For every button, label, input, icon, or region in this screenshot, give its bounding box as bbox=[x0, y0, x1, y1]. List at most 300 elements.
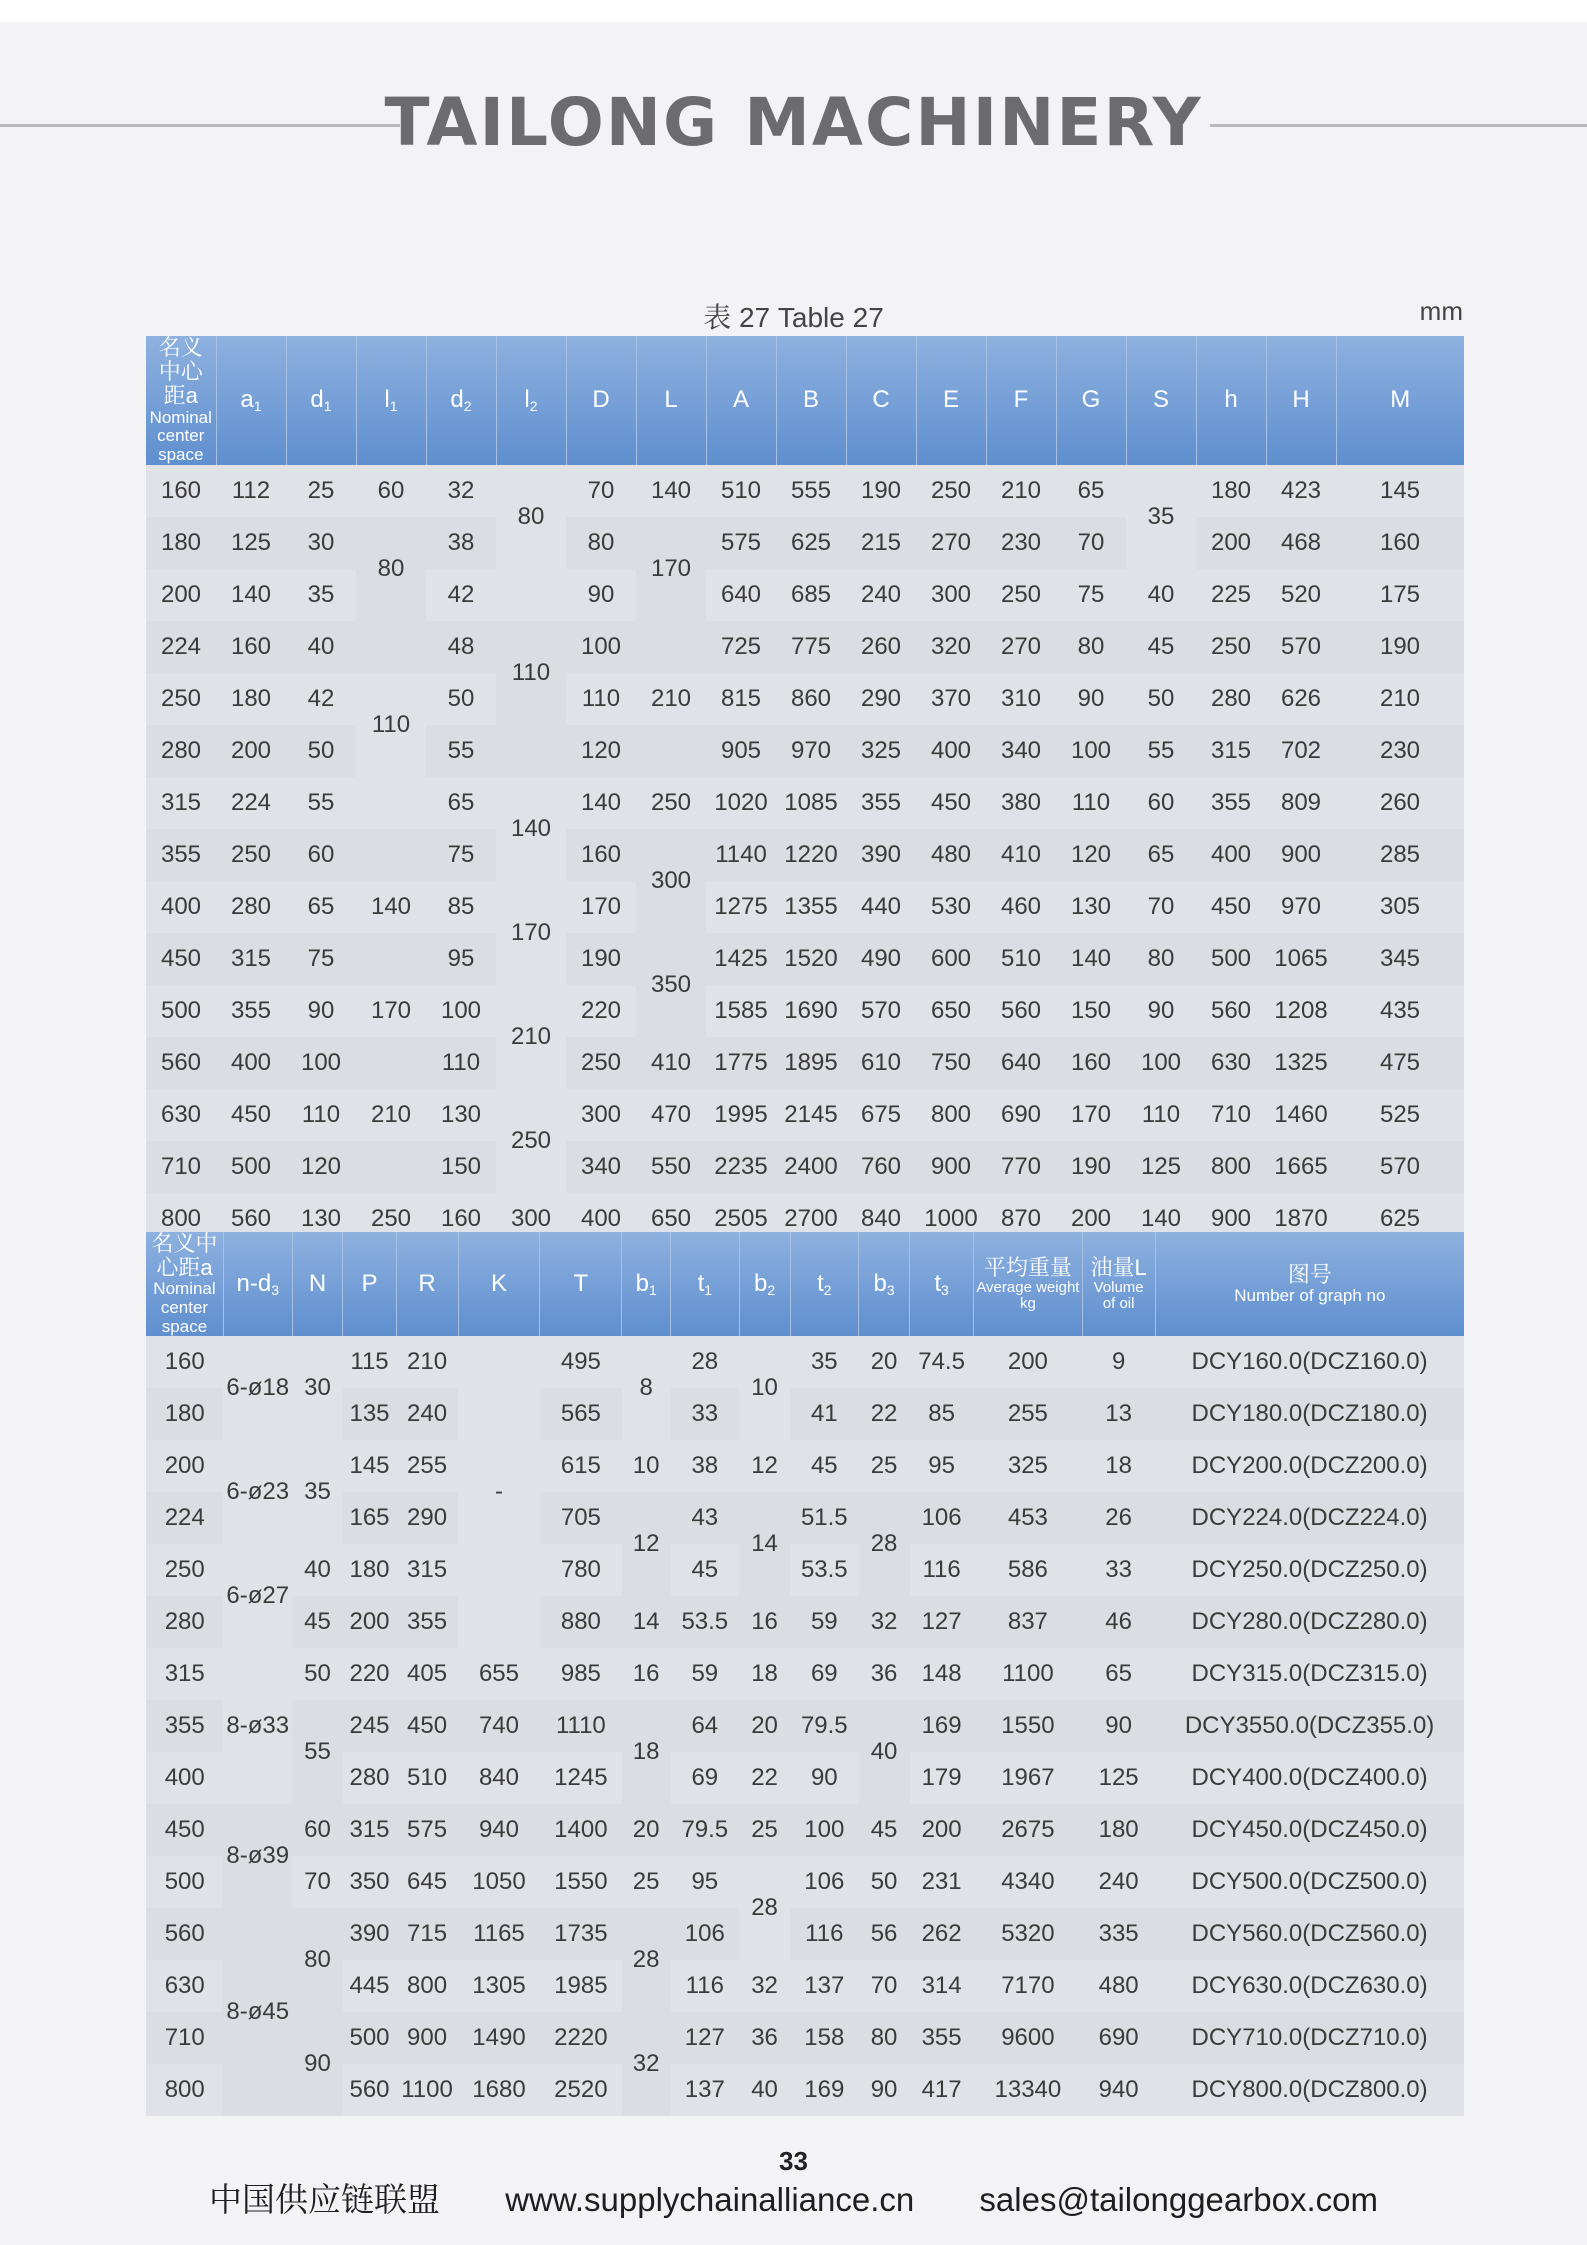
cell: 400 bbox=[1196, 829, 1266, 881]
cell: 400 bbox=[146, 881, 216, 933]
cell: 180 bbox=[1082, 1804, 1155, 1856]
cell: 80 bbox=[1056, 621, 1126, 673]
cell: 355 bbox=[146, 1700, 223, 1752]
cell: 650 bbox=[636, 1193, 706, 1245]
cell: 20 bbox=[739, 1700, 790, 1752]
cell: 905 bbox=[706, 725, 776, 777]
cell: 70 bbox=[1126, 881, 1196, 933]
cell: 500 bbox=[146, 985, 216, 1037]
cell: 260 bbox=[1336, 777, 1464, 829]
cell: 56 bbox=[859, 1908, 910, 1960]
cell: 16 bbox=[622, 1648, 671, 1700]
cell: 65 bbox=[286, 881, 356, 933]
cell: 215 bbox=[846, 517, 916, 569]
cell: 22 bbox=[859, 1388, 910, 1440]
cell: 10 bbox=[622, 1440, 671, 1492]
cell: 630 bbox=[146, 1089, 216, 1141]
cell: 285 bbox=[1336, 829, 1464, 881]
cell: 815 bbox=[706, 673, 776, 725]
table-row bbox=[146, 1960, 1464, 2012]
cell: 90 bbox=[790, 1752, 859, 1804]
cell bbox=[356, 933, 426, 985]
cell: 245 bbox=[343, 1700, 396, 1752]
cell: 6-ø23 bbox=[223, 1440, 292, 1544]
cell: 1490 bbox=[458, 2012, 540, 2064]
cell: 130 bbox=[286, 1193, 356, 1245]
cell: 860 bbox=[776, 673, 846, 725]
mounting-table-wrap bbox=[146, 1232, 1464, 2116]
cell: 137 bbox=[671, 2064, 740, 2116]
cell: 4340 bbox=[974, 1856, 1082, 1908]
cell: 40 bbox=[286, 621, 356, 673]
cell: 575 bbox=[706, 517, 776, 569]
cell: 140 bbox=[1056, 933, 1126, 985]
cell: 560 bbox=[1196, 985, 1266, 1037]
cell: 1275 bbox=[706, 881, 776, 933]
cell: 705 bbox=[540, 1492, 622, 1544]
header-N: N bbox=[292, 1232, 343, 1336]
table-row bbox=[146, 1141, 1464, 1193]
header-R: R bbox=[396, 1232, 458, 1336]
cell: 90 bbox=[286, 985, 356, 1037]
cell: 410 bbox=[986, 829, 1056, 881]
cell: 500 bbox=[343, 2012, 396, 2064]
cell: 1305 bbox=[458, 1960, 540, 2012]
cell: 970 bbox=[1266, 881, 1336, 933]
cell: - bbox=[458, 1336, 540, 1648]
cell: 250 bbox=[216, 829, 286, 881]
cell: 65 bbox=[1126, 829, 1196, 881]
cell: 1325 bbox=[1266, 1037, 1336, 1089]
cell: 110 bbox=[1126, 1089, 1196, 1141]
cell: 25 bbox=[622, 1856, 671, 1908]
cell: 70 bbox=[1056, 517, 1126, 569]
cell: 32 bbox=[426, 465, 496, 517]
cell: 940 bbox=[458, 1804, 540, 1856]
cell: 160 bbox=[1056, 1037, 1126, 1089]
cell: 110 bbox=[1056, 777, 1126, 829]
header-P: P bbox=[343, 1232, 396, 1336]
cell: 240 bbox=[846, 569, 916, 621]
cell: 53.5 bbox=[671, 1596, 740, 1648]
cell: 32 bbox=[622, 2012, 671, 2116]
cell: 1665 bbox=[1266, 1141, 1336, 1193]
cell: 355 bbox=[396, 1596, 458, 1648]
cell: 2505 bbox=[706, 1193, 776, 1245]
cell: 200 bbox=[343, 1596, 396, 1648]
cell: 140 bbox=[636, 465, 706, 517]
cell: 150 bbox=[426, 1141, 496, 1193]
header-E: E bbox=[916, 336, 986, 465]
cell: 169 bbox=[790, 2064, 859, 2116]
cell bbox=[356, 621, 426, 673]
cell: 200 bbox=[1056, 1193, 1126, 1245]
table-row bbox=[146, 725, 1464, 777]
cell: 100 bbox=[790, 1804, 859, 1856]
cell: 315 bbox=[216, 933, 286, 985]
cell: DCY315.0(DCZ315.0) bbox=[1155, 1648, 1464, 1700]
footer-website[interactable]: www.supplychainalliance.cn bbox=[505, 2181, 915, 2218]
table-row bbox=[146, 1089, 1464, 1141]
table-row bbox=[146, 1492, 1464, 1544]
cell: 560 bbox=[216, 1193, 286, 1245]
cell: 26 bbox=[1082, 1492, 1155, 1544]
cell: 417 bbox=[910, 2064, 974, 2116]
cell: 1140 bbox=[706, 829, 776, 881]
cell bbox=[356, 777, 426, 829]
cell: 69 bbox=[790, 1648, 859, 1700]
cell: 1425 bbox=[706, 933, 776, 985]
cell: 28 bbox=[671, 1336, 740, 1388]
cell: 940 bbox=[1082, 2064, 1155, 2116]
footer-company: 中国供应链联盟 bbox=[209, 2181, 441, 2218]
header-A: A bbox=[706, 336, 776, 465]
cell: 35 bbox=[790, 1336, 859, 1388]
cell: 35 bbox=[1126, 465, 1196, 569]
cell: 615 bbox=[540, 1440, 622, 1492]
cell: DCY250.0(DCZ250.0) bbox=[1155, 1544, 1464, 1596]
cell: 32 bbox=[739, 1960, 790, 2012]
cell: 210 bbox=[396, 1336, 458, 1388]
table-row bbox=[146, 517, 1464, 569]
cell: 6-ø18 bbox=[223, 1336, 292, 1440]
cell: 225 bbox=[1196, 569, 1266, 621]
cell: 106 bbox=[790, 1856, 859, 1908]
cell: 9 bbox=[1082, 1336, 1155, 1388]
cell: 1995 bbox=[706, 1089, 776, 1141]
header-C: C bbox=[846, 336, 916, 465]
cell: 300 bbox=[496, 1193, 566, 1245]
cell: 1050 bbox=[458, 1856, 540, 1908]
cell: 1870 bbox=[1266, 1193, 1336, 1245]
cell: 90 bbox=[1126, 985, 1196, 1037]
cell: 130 bbox=[1056, 881, 1126, 933]
cell: 495 bbox=[540, 1336, 622, 1388]
cell: 125 bbox=[216, 517, 286, 569]
cell: 250 bbox=[146, 1544, 223, 1596]
cell: 80 bbox=[566, 517, 636, 569]
cell: 775 bbox=[776, 621, 846, 673]
cell: 740 bbox=[458, 1700, 540, 1752]
cell: 445 bbox=[343, 1960, 396, 2012]
cell: 840 bbox=[846, 1193, 916, 1245]
cell: 120 bbox=[566, 725, 636, 777]
unit-label: mm bbox=[1419, 296, 1463, 326]
cell: 1355 bbox=[776, 881, 846, 933]
cell: 423 bbox=[1266, 465, 1336, 517]
cell: 345 bbox=[1336, 933, 1464, 985]
cell: 2520 bbox=[540, 2064, 622, 2116]
cell: 45 bbox=[790, 1440, 859, 1492]
header-l1: $l_1$ bbox=[356, 336, 426, 465]
cell: 1680 bbox=[458, 2064, 540, 2116]
header-D: D bbox=[566, 336, 636, 465]
cell: 210 bbox=[636, 673, 706, 725]
cell: 2235 bbox=[706, 1141, 776, 1193]
page-number: 33 bbox=[779, 2146, 808, 2176]
cell: 160 bbox=[566, 829, 636, 881]
cell: 179 bbox=[910, 1752, 974, 1804]
cell: 1460 bbox=[1266, 1089, 1336, 1141]
header-average-weight: 平均重量 Average weight kg bbox=[974, 1232, 1082, 1336]
cell: 9600 bbox=[974, 2012, 1082, 2064]
cell: DCY450.0(DCZ450.0) bbox=[1155, 1804, 1464, 1856]
cell: 200 bbox=[1196, 517, 1266, 569]
cell: 500 bbox=[146, 1856, 223, 1908]
table-row bbox=[146, 777, 1464, 829]
cell: 900 bbox=[916, 1141, 986, 1193]
cell: 50 bbox=[426, 673, 496, 725]
footer-email[interactable]: sales@tailonggearbox.com bbox=[979, 2181, 1378, 2218]
cell: 650 bbox=[916, 985, 986, 1037]
cell: 1735 bbox=[540, 1908, 622, 1960]
cell: 41 bbox=[790, 1388, 859, 1440]
header-L: L bbox=[636, 336, 706, 465]
cell: 450 bbox=[396, 1700, 458, 1752]
cell: 400 bbox=[146, 1752, 223, 1804]
cell: 560 bbox=[343, 2064, 396, 2116]
cell: 300 bbox=[636, 829, 706, 933]
cell: 2400 bbox=[776, 1141, 846, 1193]
cell: 2675 bbox=[974, 1804, 1082, 1856]
brand-title: TAILONG MACHINERY bbox=[384, 84, 1203, 161]
cell: 600 bbox=[916, 933, 986, 985]
cell: 40 bbox=[859, 1700, 910, 1804]
cell: 13 bbox=[1082, 1388, 1155, 1440]
cell: 160 bbox=[216, 621, 286, 673]
cell: 750 bbox=[916, 1037, 986, 1089]
cell: 780 bbox=[540, 1544, 622, 1596]
cell: 160 bbox=[146, 465, 216, 517]
cell: 170 bbox=[496, 881, 566, 985]
cell: 1775 bbox=[706, 1037, 776, 1089]
cell: 200 bbox=[216, 725, 286, 777]
cell: 340 bbox=[566, 1141, 636, 1193]
cell: 1585 bbox=[706, 985, 776, 1037]
cell: 64 bbox=[671, 1700, 740, 1752]
cell: 231 bbox=[910, 1856, 974, 1908]
cell: 690 bbox=[1082, 2012, 1155, 2064]
header-l2: $l_2$ bbox=[496, 336, 566, 465]
cell: 60 bbox=[1126, 777, 1196, 829]
cell: 38 bbox=[671, 1440, 740, 1492]
cell: 840 bbox=[458, 1752, 540, 1804]
cell: 314 bbox=[910, 1960, 974, 2012]
cell: 30 bbox=[292, 1336, 343, 1440]
cell: 560 bbox=[146, 1037, 216, 1089]
cell: 95 bbox=[671, 1856, 740, 1908]
header-t1: $t_1$ bbox=[671, 1232, 740, 1336]
cell: 180 bbox=[146, 517, 216, 569]
header-t3: $t_3$ bbox=[910, 1232, 974, 1336]
cell: 315 bbox=[1196, 725, 1266, 777]
header-b3: $b_3$ bbox=[859, 1232, 910, 1336]
header-h: h bbox=[1196, 336, 1266, 465]
cell: 6-ø27 bbox=[223, 1544, 292, 1648]
cell: 1967 bbox=[974, 1752, 1082, 1804]
cell: 55 bbox=[426, 725, 496, 777]
cell: 33 bbox=[1082, 1544, 1155, 1596]
cell: 630 bbox=[146, 1960, 223, 2012]
mounting-table bbox=[146, 1232, 1464, 2116]
cell: 400 bbox=[916, 725, 986, 777]
cell: 140 bbox=[1126, 1193, 1196, 1245]
cell: 75 bbox=[286, 933, 356, 985]
cell: 565 bbox=[540, 1388, 622, 1440]
cell: 40 bbox=[739, 2064, 790, 2116]
cell: 70 bbox=[566, 465, 636, 517]
cell: 1550 bbox=[974, 1700, 1082, 1752]
cell: 900 bbox=[1266, 829, 1336, 881]
cell: 130 bbox=[426, 1089, 496, 1141]
cell: 2700 bbox=[776, 1193, 846, 1245]
cell: 1895 bbox=[776, 1037, 846, 1089]
cell: 250 bbox=[1196, 621, 1266, 673]
cell: 350 bbox=[343, 1856, 396, 1908]
cell: 25 bbox=[739, 1804, 790, 1856]
cell: 1245 bbox=[540, 1752, 622, 1804]
cell: 70 bbox=[292, 1856, 343, 1908]
header-b2: $b_2$ bbox=[739, 1232, 790, 1336]
cell: 90 bbox=[1056, 673, 1126, 725]
table-row bbox=[146, 673, 1464, 725]
table-row bbox=[146, 1037, 1464, 1089]
cell: 210 bbox=[1336, 673, 1464, 725]
cell: 880 bbox=[540, 1596, 622, 1648]
header-T: T bbox=[540, 1232, 622, 1336]
cell: 1100 bbox=[396, 2064, 458, 2116]
cell: 800 bbox=[146, 2064, 223, 2116]
cell: 190 bbox=[1056, 1141, 1126, 1193]
cell: 400 bbox=[566, 1193, 636, 1245]
cell: 490 bbox=[846, 933, 916, 985]
cell: 626 bbox=[1266, 673, 1336, 725]
cell: 180 bbox=[146, 1388, 223, 1440]
cell: 36 bbox=[859, 1648, 910, 1700]
cell: 380 bbox=[986, 777, 1056, 829]
cell: 1220 bbox=[776, 829, 846, 881]
table-row bbox=[146, 2064, 1464, 2116]
cell: 110 bbox=[286, 1089, 356, 1141]
cell: DCY200.0(DCZ200.0) bbox=[1155, 1440, 1464, 1492]
cell: 510 bbox=[396, 1752, 458, 1804]
cell: 640 bbox=[706, 569, 776, 621]
cell: 169 bbox=[910, 1700, 974, 1752]
table-row bbox=[146, 1856, 1464, 1908]
cell: DCY560.0(DCZ560.0) bbox=[1155, 1908, 1464, 1960]
table-row bbox=[146, 829, 1464, 881]
cell: 355 bbox=[910, 2012, 974, 2064]
cell: 280 bbox=[146, 725, 216, 777]
cell: 95 bbox=[426, 933, 496, 985]
cell: 135 bbox=[343, 1388, 396, 1440]
cell: 702 bbox=[1266, 725, 1336, 777]
cell: 210 bbox=[496, 985, 566, 1089]
cell: 8-ø39 bbox=[223, 1804, 292, 1908]
cell: 125 bbox=[1082, 1752, 1155, 1804]
cell: 45 bbox=[671, 1544, 740, 1596]
cell: DCY160.0(DCZ160.0) bbox=[1155, 1336, 1464, 1388]
cell: 40 bbox=[292, 1544, 343, 1596]
cell: 453 bbox=[974, 1492, 1082, 1544]
cell: DCY180.0(DCZ180.0) bbox=[1155, 1388, 1464, 1440]
cell: 45 bbox=[292, 1596, 343, 1648]
cell: 59 bbox=[790, 1596, 859, 1648]
table-row bbox=[146, 1388, 1464, 1440]
cell: 65 bbox=[1056, 465, 1126, 517]
cell: 240 bbox=[396, 1388, 458, 1440]
cell: 450 bbox=[1196, 881, 1266, 933]
table-row bbox=[146, 985, 1464, 1037]
cell: 20 bbox=[622, 1804, 671, 1856]
cell: 586 bbox=[974, 1544, 1082, 1596]
header-t2: $t_2$ bbox=[790, 1232, 859, 1336]
cell: 100 bbox=[566, 621, 636, 673]
cell: 18 bbox=[622, 1700, 671, 1804]
cell: 224 bbox=[146, 621, 216, 673]
cell: DCY3550.0(DCZ355.0) bbox=[1155, 1700, 1464, 1752]
cell: 33 bbox=[671, 1388, 740, 1440]
cell: 170 bbox=[566, 881, 636, 933]
cell: 79.5 bbox=[790, 1700, 859, 1752]
cell: 510 bbox=[986, 933, 1056, 985]
cell: 140 bbox=[566, 777, 636, 829]
cell: 390 bbox=[343, 1908, 396, 1960]
cell: 165 bbox=[343, 1492, 396, 1544]
cell: 120 bbox=[286, 1141, 356, 1193]
table-row bbox=[146, 933, 1464, 985]
cell: 90 bbox=[292, 2012, 343, 2116]
cell: 340 bbox=[986, 725, 1056, 777]
cell: 90 bbox=[1082, 1700, 1155, 1752]
table-row bbox=[146, 1440, 1464, 1492]
cell: 460 bbox=[986, 881, 1056, 933]
cell: 320 bbox=[916, 621, 986, 673]
cell: 655 bbox=[458, 1648, 540, 1700]
cell: 90 bbox=[859, 2064, 910, 2116]
cell: 112 bbox=[216, 465, 286, 517]
cell: 270 bbox=[916, 517, 986, 569]
cell: 32 bbox=[859, 1596, 910, 1648]
header-G: G bbox=[1056, 336, 1126, 465]
cell: 95 bbox=[910, 1440, 974, 1492]
cell: 42 bbox=[286, 673, 356, 725]
cell: 38 bbox=[426, 517, 496, 569]
cell: DCY400.0(DCZ400.0) bbox=[1155, 1752, 1464, 1804]
cell: 325 bbox=[846, 725, 916, 777]
cell: 350 bbox=[636, 933, 706, 1037]
cell: 870 bbox=[986, 1193, 1056, 1245]
cell: 210 bbox=[986, 465, 1056, 517]
cell: 60 bbox=[292, 1804, 343, 1856]
table-row bbox=[146, 2012, 1464, 2064]
cell: 800 bbox=[916, 1089, 986, 1141]
cell: 800 bbox=[396, 1960, 458, 2012]
cell: 116 bbox=[910, 1544, 974, 1596]
cell: 390 bbox=[846, 829, 916, 881]
cell: 180 bbox=[216, 673, 286, 725]
table-row bbox=[146, 1336, 1464, 1388]
cell: 250 bbox=[636, 777, 706, 829]
cell: 800 bbox=[146, 1193, 216, 1245]
cell: 50 bbox=[859, 1856, 910, 1908]
cell: 30 bbox=[286, 517, 356, 569]
cell: 560 bbox=[146, 1908, 223, 1960]
cell: 18 bbox=[739, 1648, 790, 1700]
cell: 450 bbox=[146, 1804, 223, 1856]
cell: 250 bbox=[566, 1037, 636, 1089]
table-row bbox=[146, 1648, 1464, 1700]
